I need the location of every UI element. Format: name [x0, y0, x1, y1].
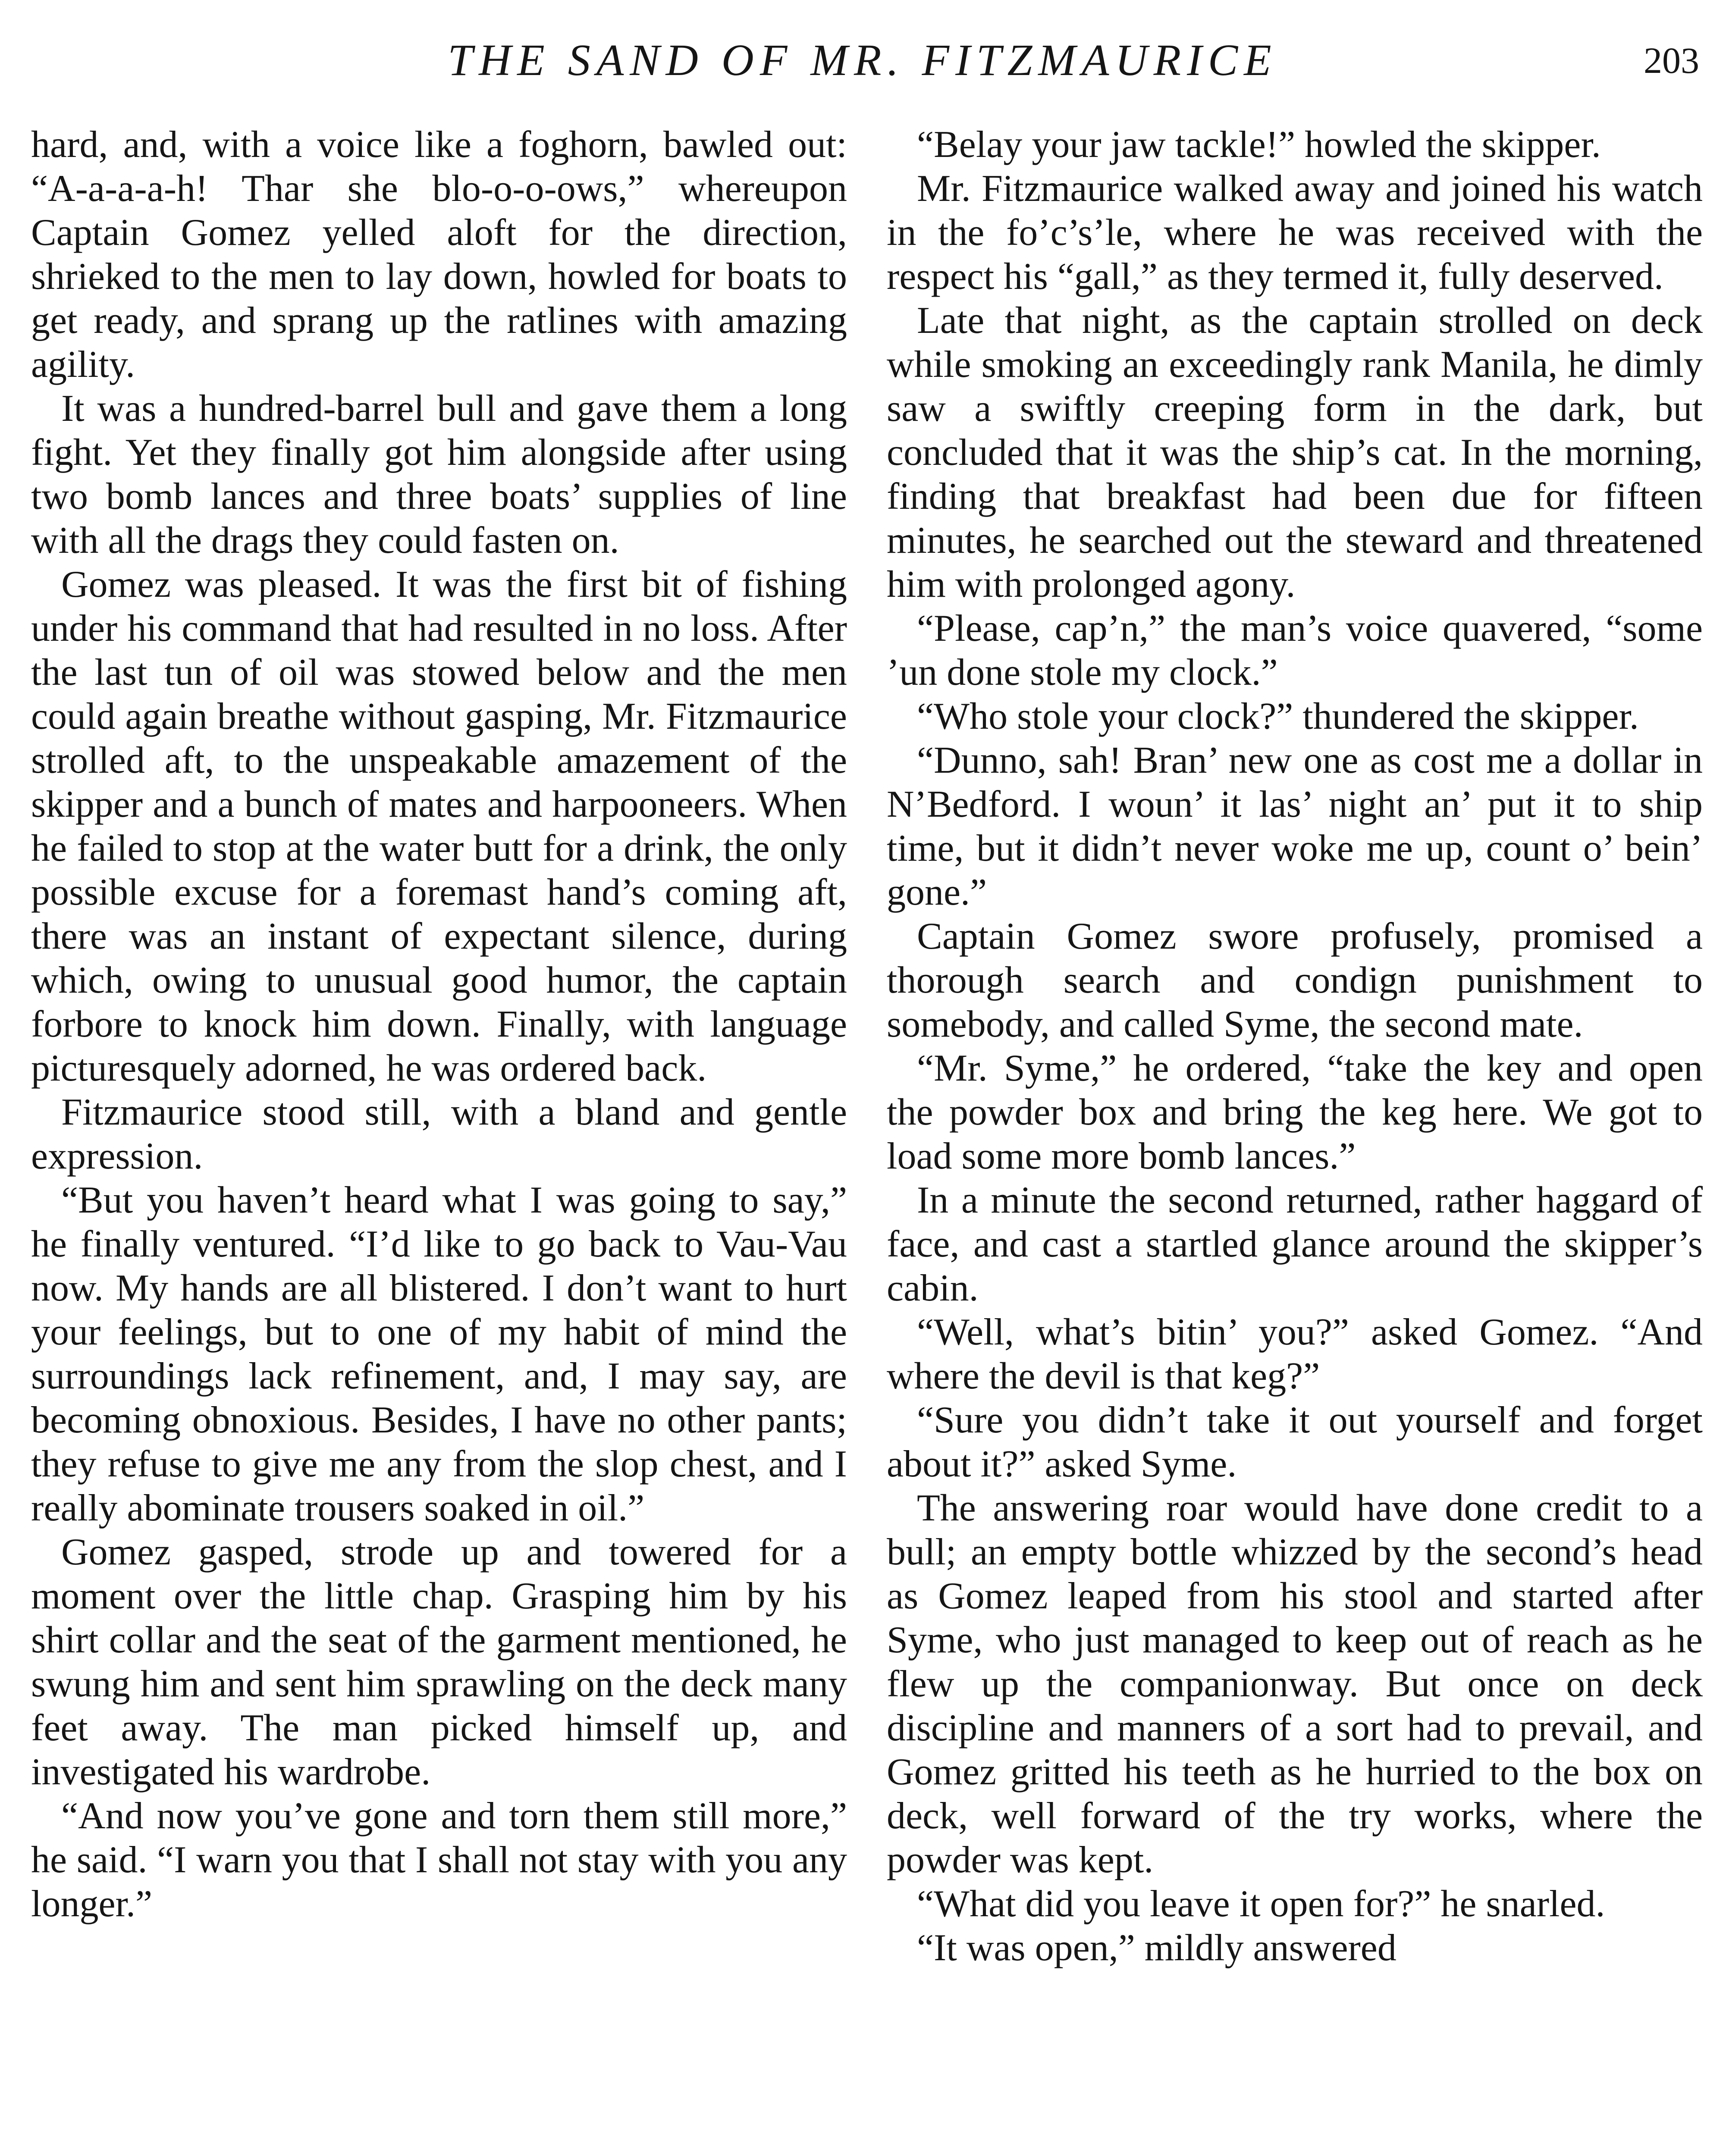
paragraph: In a minute the second returned, rather haggard of face, and cast a startled glance around the skipper’s cabin.	[887, 1179, 1703, 1309]
paragraph: “Well, what’s bitin’ you?” asked Gomez. “And where the devil is that keg?”	[887, 1311, 1703, 1397]
paragraph: “But you haven’t heard what I was going to say,” he finally ventured. “I’d like to go back to Vau-Vau now. My hands are all blistered. I don’t want to hurt your feelings, but to one of my habit of mind the surroundings lack refinement, and, I may say, are becoming obnoxious. Besides, I have no other pants; they refuse to give me any from the slop chest, and I really abominate trousers soaked in oil.”	[31, 1179, 847, 1529]
paragraph: “What did you leave it open for?” he snarled.	[917, 1883, 1605, 1925]
paragraph: “Belay your jaw tackle!” howled the skipper.	[917, 124, 1601, 166]
paragraph: Gomez gasped, strode up and towered for a moment over the little chap. Grasping him by his shirt collar and the seat of the garment mentioned, he swung him and sent him sprawling on the deck many feet away. The man picked himself up, and investigated his wardrobe.	[31, 1531, 847, 1793]
paragraph: “And now you’ve gone and torn them still more,” he said. “I warn you that I shall not stay with you any longer.”	[31, 1795, 847, 1925]
running-header	[26, 30, 1699, 91]
paragraph: It was a hundred-barrel bull and gave them a long fight. Yet they finally got him alongside after using two bomb lances and three boats’ supplies of line with all the drags they could fasten on.	[31, 388, 847, 561]
paragraph: “Sure you didn’t take it out yourself and forget about it?” asked Syme.	[887, 1399, 1703, 1485]
paragraph: Fitzmaurice stood still, with a bland and gentle expression.	[31, 1091, 847, 1177]
paragraph: The answering roar would have done credit to a bull; an empty bottle whizzed by the second’s head as Gomez leaped from his stool and started after Syme, who just managed to keep out of reach as he flew up the companionway. But once on deck discipline and manners of a sort had to prevail, and Gomez gritted his teeth as he hurried to the box on deck, well forward of the try works, where the powder was kept.	[887, 1487, 1703, 1881]
paragraph: “It was open,” mildly answered	[917, 1927, 1396, 1969]
right-text-column	[887, 123, 1703, 2156]
paragraph: Gomez was pleased. It was the first bit of fishing under his command that had resulted in no loss. After the last tun of oil was stowed below and the men could again breathe without gasping, Mr. Fitzmaurice strolled aft, to the unspeakable amazement of the skipper and a bunch of mates and harpooneers. When he failed to stop at the water butt for a drink, the only possible excuse for a foremast hand’s coming aft, there was an instant of expectant silence, during which, owing to unusual good humor, the captain forbore to knock him down. Finally, with language picturesquely adorned, he was ordered back.	[31, 564, 847, 1089]
paragraph: Late that night, as the captain strolled on deck while smoking an exceedingly rank Manila, he dimly saw a swiftly creeping form in the dark, but concluded that it was the ship’s cat. In the morning, finding that breakfast had been due for fifteen minutes, he searched out the steward and threatened him with prolonged agony.	[887, 300, 1703, 605]
paragraph: Mr. Fitzmaurice walked away and joined his watch in the fo’c’s’le, where he was received with the respect his “gall,” as they termed it, fully deserved.	[887, 168, 1703, 298]
left-text-column	[31, 123, 847, 2156]
paragraph: “Dunno, sah! Bran’ new one as cost me a dollar in N’Bedford. I woun’ it las’ night an’ put it to ship time, but it didn’t never woke me up, count o’ bein’ gone.”	[887, 740, 1703, 913]
paragraph: hard, and, with a voice like a foghorn, bawled out: “A-a-a-a-h! Thar she blo-o-o-ows,” whereupon Captain Gomez yelled aloft for the direction, shrieked to the men to lay down, howled for boats to get ready, and sprang up the ratlines with amazing agility.	[31, 124, 847, 385]
running-title: THE SAND OF MR. FITZMAURICE	[448, 35, 1277, 85]
paragraph: “Mr. Syme,” he ordered, “take the key and open the powder box and bring the keg here. We got to load some more bomb lances.”	[887, 1047, 1703, 1177]
page-number: 203	[1644, 40, 1699, 81]
paragraph: “Who stole your clock?” thundered the skipper.	[917, 696, 1639, 737]
paragraph: “Please, cap’n,” the man’s voice quavered, “some ’un done stole my clock.”	[887, 608, 1703, 693]
paragraph: Captain Gomez swore profusely, promised a thorough search and condign punishment to somebody, and called Syme, the second mate.	[887, 915, 1703, 1045]
